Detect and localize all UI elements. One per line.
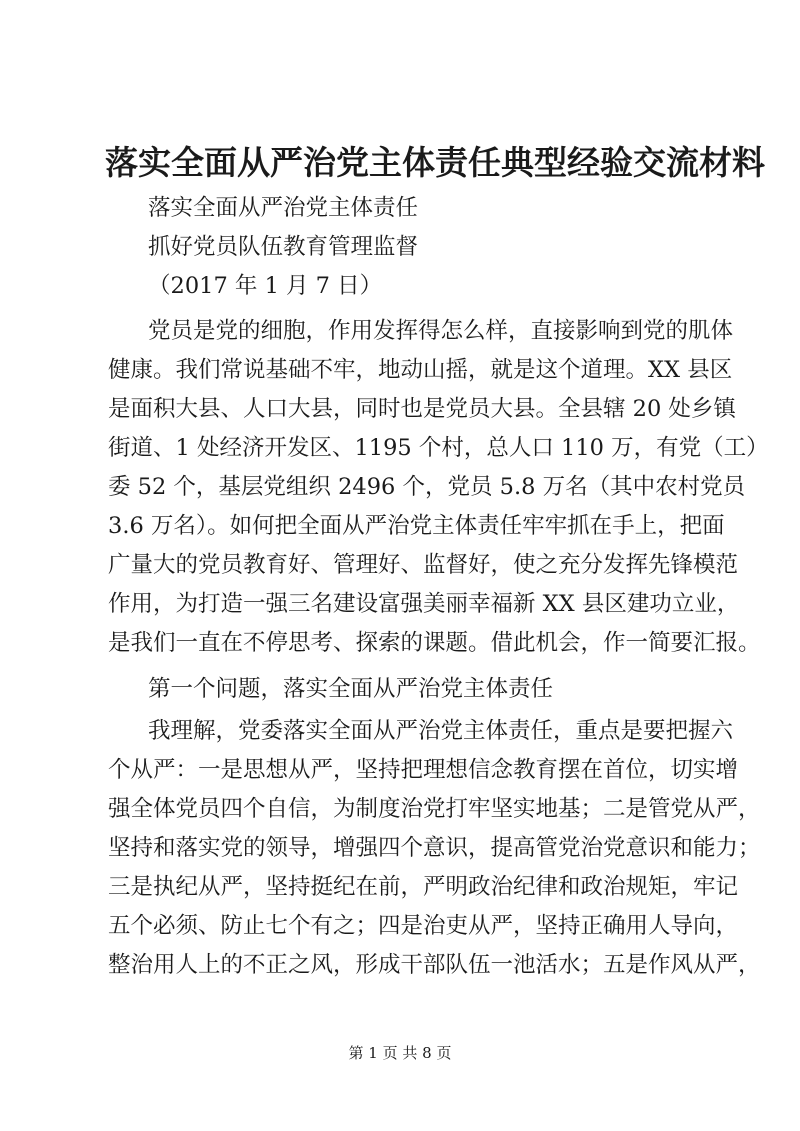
body-line-12: 个从严：一是思想从严，坚持把理想信念教育摆在首位，切实增: [108, 757, 739, 783]
body-line-14: 坚持和落实党的领导，增强四个意识，提高管党治党意识和能力；: [108, 835, 761, 861]
body-line-13: 强全体党员四个自信，为制度治党打牢坚实地基；二是管党从严，: [108, 796, 761, 822]
body-line-15: 三是执纪从严，坚持挺纪在前，严明政治纪律和政治规矩，牢记: [108, 874, 739, 900]
body-line-9: 是我们一直在不停思考、探索的课题。借此机会，作一简要汇报。: [108, 630, 761, 656]
section-heading: 第一个问题，落实全面从严治党主体责任: [148, 676, 554, 702]
body-line-6: 3.6 万名）。如何把全面从严治党主体责任牢牢抓在手上，把面: [108, 513, 725, 539]
subtitle-line-2: 抓好党员队伍教育管理监督: [148, 234, 419, 260]
body-line-3: 是面积大县、人口大县，同时也是党员大县。全县辖 20 处乡镇: [108, 396, 736, 422]
body-line-11: 我理解，党委落实全面从严治党主体责任，重点是要把握六: [148, 718, 734, 744]
date-line: （2017 年 1 月 7 日）: [148, 273, 383, 299]
body-line-1: 党员是党的细胞，作用发挥得怎么样，直接影响到党的肌体: [148, 318, 734, 344]
body-line-17: 整治用人上的不正之风，形成干部队伍一池活水；五是作风从严，: [108, 952, 761, 978]
subtitle-line-1: 落实全面从严治党主体责任: [148, 195, 419, 221]
document-title: 落实全面从严治党主体责任典型经验交流材料: [105, 143, 765, 182]
body-line-2: 健康。我们常说基础不牢，地动山摇，就是这个道理。XX 县区: [108, 357, 733, 383]
body-line-7: 广量大的党员教育好、管理好、监督好，使之充分发挥先锋模范: [108, 552, 739, 578]
body-line-5: 委 52 个，基层党组织 2496 个，党员 5.8 万名（其中农村党员: [108, 474, 746, 500]
body-line-8: 作用，为打造一强三名建设富强美丽幸福新 XX 县区建功立业，: [108, 591, 740, 617]
body-line-4: 街道、1 处经济开发区、1195 个村，总人口 110 万，有党（工）: [108, 435, 769, 461]
body-line-16: 五个必须、防止七个有之；四是治吏从严，坚持正确用人导向，: [108, 913, 739, 939]
page-footer: 第 1 页 共 8 页: [348, 1044, 452, 1062]
